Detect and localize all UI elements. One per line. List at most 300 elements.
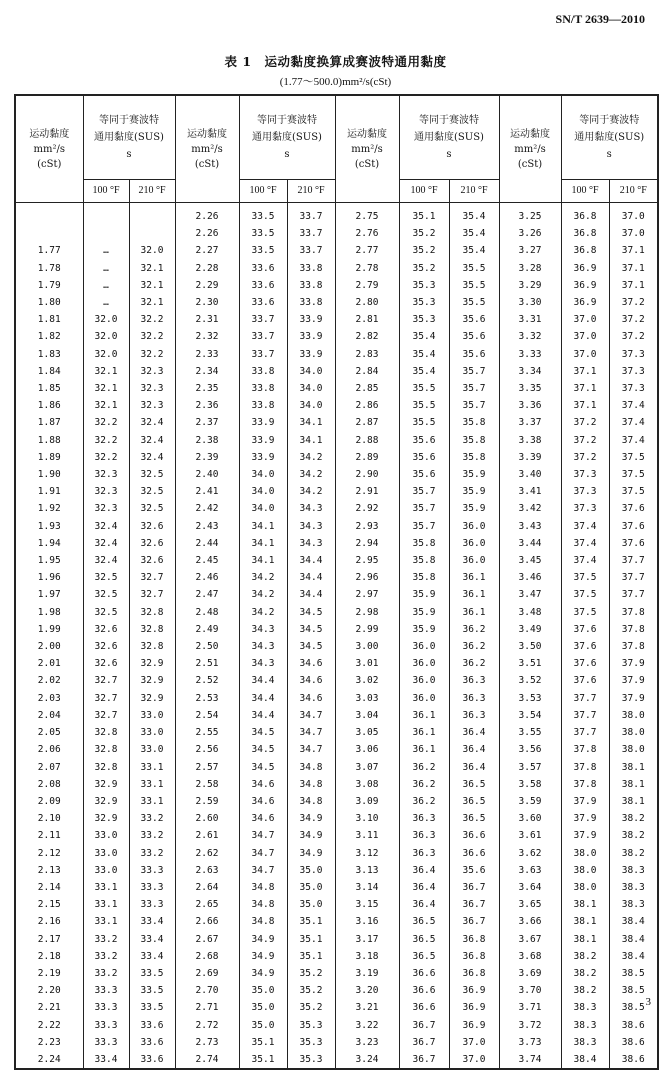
kinematic-viscosity-cell: 2.36 bbox=[175, 397, 239, 414]
header-temp-100: 100 °F bbox=[561, 180, 609, 203]
sus-210f-cell: 38.1 bbox=[609, 759, 658, 776]
sus-100f-cell: … bbox=[83, 277, 129, 294]
sus-210f-cell: 37.3 bbox=[609, 346, 658, 363]
sus-100f-cell: 33.3 bbox=[83, 1034, 129, 1051]
sus-100f-cell: 34.0 bbox=[239, 483, 287, 500]
sus-100f-cell: 33.3 bbox=[83, 999, 129, 1016]
sus-100f-cell: 34.3 bbox=[239, 638, 287, 655]
sus-100f-cell: 34.5 bbox=[239, 741, 287, 758]
sus-210f-cell: 33.1 bbox=[129, 759, 175, 776]
header-kinematic-line: (cSt) bbox=[194, 158, 220, 170]
kinematic-viscosity-cell: 3.44 bbox=[499, 535, 561, 552]
sus-210f-cell: 35.8 bbox=[449, 414, 499, 431]
kinematic-viscosity-cell: 1.97 bbox=[15, 586, 83, 603]
sus-210f-cell: 33.1 bbox=[129, 793, 175, 810]
table-row bbox=[15, 690, 658, 707]
sus-100f-cell: 32.5 bbox=[83, 586, 129, 603]
kinematic-viscosity-cell: 3.32 bbox=[499, 328, 561, 345]
kinematic-viscosity-cell: 2.24 bbox=[15, 1051, 83, 1069]
sus-100f-cell: 35.3 bbox=[399, 311, 449, 328]
sus-210f-cell: 33.9 bbox=[287, 311, 335, 328]
kinematic-viscosity-cell: 1.92 bbox=[15, 500, 83, 517]
kinematic-viscosity-cell: 2.30 bbox=[175, 294, 239, 311]
kinematic-viscosity-cell: 2.07 bbox=[15, 759, 83, 776]
table-row bbox=[15, 328, 658, 345]
kinematic-viscosity-cell: 1.99 bbox=[15, 621, 83, 638]
sus-100f-cell: 36.9 bbox=[561, 294, 609, 311]
table-row bbox=[15, 759, 658, 776]
sus-210f-cell: 32.2 bbox=[129, 311, 175, 328]
kinematic-viscosity-cell: 3.45 bbox=[499, 552, 561, 569]
table-row bbox=[15, 397, 658, 414]
kinematic-viscosity-cell: 2.92 bbox=[335, 500, 399, 517]
sus-100f-cell: 35.6 bbox=[399, 466, 449, 483]
sus-100f-cell bbox=[83, 203, 129, 226]
sus-210f-cell: 37.1 bbox=[609, 260, 658, 277]
kinematic-viscosity-cell: 2.97 bbox=[335, 586, 399, 603]
sus-210f-cell: 37.5 bbox=[609, 449, 658, 466]
header-kinematic-line: 运动黏度 bbox=[347, 128, 387, 140]
kinematic-viscosity-cell: 2.69 bbox=[175, 965, 239, 982]
standard-code: SN/T 2639—2010 bbox=[555, 12, 645, 26]
sus-100f-cell: 36.0 bbox=[399, 655, 449, 672]
kinematic-viscosity-cell: 3.19 bbox=[335, 965, 399, 982]
sus-210f-cell: 33.4 bbox=[129, 948, 175, 965]
sus-210f-cell: 35.7 bbox=[449, 363, 499, 380]
kinematic-viscosity-cell: 2.72 bbox=[175, 1017, 239, 1034]
sus-210f-cell: 34.1 bbox=[287, 432, 335, 449]
kinematic-viscosity-cell: 2.74 bbox=[175, 1051, 239, 1069]
sus-210f-cell: 33.3 bbox=[129, 862, 175, 879]
sus-210f-cell: 32.7 bbox=[129, 586, 175, 603]
sus-210f-cell: 37.0 bbox=[609, 203, 658, 226]
table-row bbox=[15, 277, 658, 294]
table-row bbox=[15, 845, 658, 862]
header-kinematic-viscosity bbox=[175, 95, 239, 203]
sus-100f-cell: 32.0 bbox=[83, 346, 129, 363]
sus-100f-cell: 38.1 bbox=[561, 913, 609, 930]
kinematic-viscosity-cell: 2.37 bbox=[175, 414, 239, 431]
sus-210f-cell: 37.2 bbox=[609, 328, 658, 345]
kinematic-viscosity-cell: 1.87 bbox=[15, 414, 83, 431]
sus-100f-cell: 36.0 bbox=[399, 638, 449, 655]
sus-100f-cell: 37.2 bbox=[561, 414, 609, 431]
sus-100f-cell: 37.4 bbox=[561, 518, 609, 535]
header-equivalent-sus bbox=[83, 95, 175, 180]
sus-100f-cell: 32.3 bbox=[83, 483, 129, 500]
table-row bbox=[15, 1034, 658, 1051]
sus-100f-cell: 34.4 bbox=[239, 707, 287, 724]
sus-210f-cell: 37.3 bbox=[609, 380, 658, 397]
kinematic-viscosity-cell: 2.80 bbox=[335, 294, 399, 311]
header-equivalent-sus bbox=[399, 95, 499, 180]
sus-210f-cell: 35.4 bbox=[449, 203, 499, 226]
sus-100f-cell: 36.5 bbox=[399, 948, 449, 965]
sus-100f-cell: 33.4 bbox=[83, 1051, 129, 1069]
kinematic-viscosity-cell: 2.50 bbox=[175, 638, 239, 655]
sus-100f-cell: 35.6 bbox=[399, 432, 449, 449]
kinematic-viscosity-cell: 2.31 bbox=[175, 311, 239, 328]
sus-210f-cell: 38.6 bbox=[609, 1034, 658, 1051]
sus-210f-cell: 38.2 bbox=[609, 845, 658, 862]
table-row bbox=[15, 260, 658, 277]
sus-210f-cell: 34.0 bbox=[287, 380, 335, 397]
kinematic-viscosity-cell: 2.02 bbox=[15, 672, 83, 689]
table-row bbox=[15, 948, 658, 965]
kinematic-viscosity-cell: 2.39 bbox=[175, 449, 239, 466]
kinematic-viscosity-cell: 2.70 bbox=[175, 982, 239, 999]
sus-100f-cell: 38.0 bbox=[561, 862, 609, 879]
kinematic-viscosity-cell: 3.10 bbox=[335, 810, 399, 827]
sus-210f-cell: 36.7 bbox=[449, 896, 499, 913]
kinematic-viscosity-cell: 2.44 bbox=[175, 535, 239, 552]
sus-100f-cell: 33.9 bbox=[239, 414, 287, 431]
table-row bbox=[15, 776, 658, 793]
kinematic-viscosity-cell: 2.64 bbox=[175, 879, 239, 896]
kinematic-viscosity-cell: 3.20 bbox=[335, 982, 399, 999]
sus-210f-cell: 32.1 bbox=[129, 277, 175, 294]
sus-100f-cell: 36.2 bbox=[399, 793, 449, 810]
header-temp-210: 210 °F bbox=[287, 180, 335, 203]
sus-210f-cell: 37.7 bbox=[609, 552, 658, 569]
table-row bbox=[15, 672, 658, 689]
sus-100f-cell: 36.1 bbox=[399, 724, 449, 741]
sus-100f-cell: 34.5 bbox=[239, 759, 287, 776]
sus-100f-cell: 36.5 bbox=[399, 931, 449, 948]
sus-100f-cell: 33.6 bbox=[239, 260, 287, 277]
header-equivalent-line: s bbox=[126, 149, 132, 160]
kinematic-viscosity-cell: 3.51 bbox=[499, 655, 561, 672]
kinematic-viscosity-cell: 2.45 bbox=[175, 552, 239, 569]
kinematic-viscosity-cell: 3.53 bbox=[499, 690, 561, 707]
table-row bbox=[15, 896, 658, 913]
sus-210f-cell: 33.3 bbox=[129, 896, 175, 913]
sus-210f-cell: 32.8 bbox=[129, 604, 175, 621]
kinematic-viscosity-cell: 3.05 bbox=[335, 724, 399, 741]
sus-210f-cell: 35.5 bbox=[449, 294, 499, 311]
sus-210f-cell: 36.9 bbox=[449, 999, 499, 1016]
sus-100f-cell bbox=[83, 225, 129, 242]
sus-210f-cell: 33.4 bbox=[129, 913, 175, 930]
header-temp-210: 210 °F bbox=[449, 180, 499, 203]
sus-100f-cell: 37.3 bbox=[561, 466, 609, 483]
sus-100f-cell: 33.8 bbox=[239, 363, 287, 380]
sus-210f-cell: 36.1 bbox=[449, 604, 499, 621]
sus-210f-cell: 36.0 bbox=[449, 552, 499, 569]
kinematic-viscosity-cell: 3.28 bbox=[499, 260, 561, 277]
header-equivalent-line: s bbox=[446, 149, 452, 160]
sus-100f-cell: 37.3 bbox=[561, 483, 609, 500]
sus-100f-cell: 35.1 bbox=[239, 1034, 287, 1051]
sus-210f-cell: 33.7 bbox=[287, 203, 335, 226]
sus-100f-cell: 36.6 bbox=[399, 999, 449, 1016]
sus-100f-cell: 37.2 bbox=[561, 432, 609, 449]
sus-100f-cell: 33.7 bbox=[239, 328, 287, 345]
sus-100f-cell: 32.1 bbox=[83, 363, 129, 380]
sus-100f-cell: 32.5 bbox=[83, 604, 129, 621]
kinematic-viscosity-cell: 1.94 bbox=[15, 535, 83, 552]
sus-100f-cell: 35.3 bbox=[399, 277, 449, 294]
table-row bbox=[15, 294, 658, 311]
kinematic-viscosity-cell: 2.95 bbox=[335, 552, 399, 569]
sus-210f-cell: 37.9 bbox=[609, 672, 658, 689]
table-title: 表 1 运动黏度换算成赛波特通用黏度 bbox=[224, 54, 447, 69]
header-kinematic-line: 运动黏度 bbox=[187, 128, 227, 140]
table-row bbox=[15, 586, 658, 603]
sus-100f-cell: 34.5 bbox=[239, 724, 287, 741]
sus-210f-cell: 32.1 bbox=[129, 294, 175, 311]
sus-210f-cell: 33.2 bbox=[129, 827, 175, 844]
table-row bbox=[15, 346, 658, 363]
sus-100f-cell: … bbox=[83, 260, 129, 277]
sus-210f-cell: 35.3 bbox=[287, 1034, 335, 1051]
sus-100f-cell: 32.0 bbox=[83, 311, 129, 328]
sus-210f-cell: 36.3 bbox=[449, 672, 499, 689]
header-equivalent-sus bbox=[239, 95, 335, 180]
sus-210f-cell: 36.7 bbox=[449, 913, 499, 930]
sus-100f-cell: 35.2 bbox=[399, 242, 449, 259]
sus-210f-cell: 34.8 bbox=[287, 793, 335, 810]
sus-210f-cell: 33.8 bbox=[287, 294, 335, 311]
sus-100f-cell: 33.1 bbox=[83, 913, 129, 930]
kinematic-viscosity-cell: 1.96 bbox=[15, 569, 83, 586]
sus-100f-cell: 38.2 bbox=[561, 948, 609, 965]
sus-100f-cell: 34.4 bbox=[239, 672, 287, 689]
table-row bbox=[15, 449, 658, 466]
table-body bbox=[15, 203, 658, 1070]
kinematic-viscosity-cell: 2.56 bbox=[175, 741, 239, 758]
sus-100f-cell: 34.6 bbox=[239, 776, 287, 793]
sus-100f-cell: 35.7 bbox=[399, 500, 449, 517]
sus-210f-cell: 32.2 bbox=[129, 346, 175, 363]
sus-100f-cell: 32.8 bbox=[83, 759, 129, 776]
table-row bbox=[15, 518, 658, 535]
sus-210f-cell: 32.0 bbox=[129, 242, 175, 259]
kinematic-viscosity-cell: 2.28 bbox=[175, 260, 239, 277]
sus-210f-cell: 36.3 bbox=[449, 690, 499, 707]
sus-210f-cell: 34.4 bbox=[287, 569, 335, 586]
sus-210f-cell: 32.3 bbox=[129, 380, 175, 397]
sus-210f-cell: 38.5 bbox=[609, 999, 658, 1016]
kinematic-viscosity-cell: 3.12 bbox=[335, 845, 399, 862]
sus-210f-cell: 34.5 bbox=[287, 621, 335, 638]
sus-100f-cell: 33.5 bbox=[239, 203, 287, 226]
sus-100f-cell: 33.1 bbox=[83, 896, 129, 913]
kinematic-viscosity-cell: 1.78 bbox=[15, 260, 83, 277]
viscosity-conversion-table bbox=[14, 94, 659, 1070]
kinematic-viscosity-cell: 2.85 bbox=[335, 380, 399, 397]
sus-100f-cell: 32.9 bbox=[83, 810, 129, 827]
sus-100f-cell: 36.6 bbox=[399, 982, 449, 999]
kinematic-viscosity-cell: 3.64 bbox=[499, 879, 561, 896]
sus-210f-cell: 37.1 bbox=[609, 242, 658, 259]
kinematic-viscosity-cell: 3.26 bbox=[499, 225, 561, 242]
table-row bbox=[15, 242, 658, 259]
sus-100f-cell: 35.8 bbox=[399, 569, 449, 586]
sus-100f-cell: 35.4 bbox=[399, 328, 449, 345]
kinematic-viscosity-cell: 2.13 bbox=[15, 862, 83, 879]
kinematic-viscosity-cell: 2.52 bbox=[175, 672, 239, 689]
table-row bbox=[15, 999, 658, 1016]
kinematic-viscosity-cell: 2.49 bbox=[175, 621, 239, 638]
kinematic-viscosity-cell: 2.48 bbox=[175, 604, 239, 621]
header-kinematic-line: 运动黏度 bbox=[29, 128, 70, 140]
kinematic-viscosity-cell: 3.70 bbox=[499, 982, 561, 999]
sus-100f-cell: 36.4 bbox=[399, 879, 449, 896]
sus-100f-cell: 36.0 bbox=[399, 690, 449, 707]
table-row bbox=[15, 621, 658, 638]
kinematic-viscosity-cell: 2.94 bbox=[335, 535, 399, 552]
sus-100f-cell: 36.4 bbox=[399, 896, 449, 913]
sus-210f-cell: 37.0 bbox=[449, 1051, 499, 1069]
sus-210f-cell: 38.5 bbox=[609, 965, 658, 982]
sus-210f-cell: 38.4 bbox=[609, 931, 658, 948]
kinematic-viscosity-cell: 2.96 bbox=[335, 569, 399, 586]
table-row bbox=[15, 380, 658, 397]
sus-210f-cell: 32.4 bbox=[129, 449, 175, 466]
sus-210f-cell: 35.8 bbox=[449, 449, 499, 466]
header-temp-100: 100 °F bbox=[83, 180, 129, 203]
sus-210f-cell: 33.5 bbox=[129, 965, 175, 982]
kinematic-viscosity-cell: 2.60 bbox=[175, 810, 239, 827]
sus-210f-cell: 37.7 bbox=[609, 569, 658, 586]
header-kinematic-viscosity bbox=[335, 95, 399, 203]
kinematic-viscosity-cell: 1.85 bbox=[15, 380, 83, 397]
kinematic-viscosity-cell: 1.86 bbox=[15, 397, 83, 414]
kinematic-viscosity-cell: 2.82 bbox=[335, 328, 399, 345]
kinematic-viscosity-cell: 3.60 bbox=[499, 810, 561, 827]
kinematic-viscosity-cell: 2.98 bbox=[335, 604, 399, 621]
sus-210f-cell: 37.1 bbox=[609, 277, 658, 294]
sus-100f-cell: 32.1 bbox=[83, 397, 129, 414]
kinematic-viscosity-cell: 3.41 bbox=[499, 483, 561, 500]
sus-210f-cell: 33.0 bbox=[129, 707, 175, 724]
kinematic-viscosity-cell: 2.08 bbox=[15, 776, 83, 793]
sus-210f-cell: 35.0 bbox=[287, 896, 335, 913]
sus-210f-cell: 34.7 bbox=[287, 707, 335, 724]
kinematic-viscosity-cell: 3.65 bbox=[499, 896, 561, 913]
kinematic-viscosity-cell: 2.05 bbox=[15, 724, 83, 741]
kinematic-viscosity-cell: 2.81 bbox=[335, 311, 399, 328]
sus-100f-cell: 34.2 bbox=[239, 586, 287, 603]
sus-100f-cell: 32.2 bbox=[83, 414, 129, 431]
kinematic-viscosity-cell: 2.84 bbox=[335, 363, 399, 380]
sus-100f-cell: 38.3 bbox=[561, 1017, 609, 1034]
kinematic-viscosity-cell: 2.79 bbox=[335, 277, 399, 294]
sus-100f-cell: 34.1 bbox=[239, 552, 287, 569]
kinematic-viscosity-cell: 2.68 bbox=[175, 948, 239, 965]
kinematic-viscosity-cell: 3.48 bbox=[499, 604, 561, 621]
kinematic-viscosity-cell: 3.09 bbox=[335, 793, 399, 810]
sus-100f-cell: 34.9 bbox=[239, 931, 287, 948]
sus-210f-cell: 38.6 bbox=[609, 1051, 658, 1069]
sus-100f-cell: 34.2 bbox=[239, 569, 287, 586]
sus-100f-cell: 36.9 bbox=[561, 260, 609, 277]
sus-210f-cell: 35.9 bbox=[449, 500, 499, 517]
sus-100f-cell: 33.7 bbox=[239, 311, 287, 328]
header-kinematic-line: (cSt) bbox=[37, 158, 62, 170]
kinematic-viscosity-cell: 2.71 bbox=[175, 999, 239, 1016]
sus-210f-cell: 36.6 bbox=[449, 845, 499, 862]
sus-100f-cell: 35.4 bbox=[399, 346, 449, 363]
sus-100f-cell: 38.4 bbox=[561, 1051, 609, 1069]
sus-100f-cell: 36.4 bbox=[399, 862, 449, 879]
sus-100f-cell: 32.2 bbox=[83, 449, 129, 466]
sus-100f-cell: 35.3 bbox=[399, 294, 449, 311]
sus-100f-cell: … bbox=[83, 242, 129, 259]
sus-210f-cell: 34.3 bbox=[287, 518, 335, 535]
sus-210f-cell: 36.0 bbox=[449, 535, 499, 552]
sus-100f-cell: 36.2 bbox=[399, 759, 449, 776]
sus-100f-cell: 36.3 bbox=[399, 845, 449, 862]
sus-210f-cell: 37.6 bbox=[609, 518, 658, 535]
sus-210f-cell: 35.4 bbox=[449, 225, 499, 242]
header-kinematic-line: mm²/s bbox=[191, 143, 223, 155]
kinematic-viscosity-cell: 3.39 bbox=[499, 449, 561, 466]
sus-100f-cell: 37.6 bbox=[561, 621, 609, 638]
kinematic-viscosity-cell: 3.01 bbox=[335, 655, 399, 672]
sus-210f-cell: 34.0 bbox=[287, 397, 335, 414]
kinematic-viscosity-cell: 2.88 bbox=[335, 432, 399, 449]
header-kinematic-line: 运动黏度 bbox=[510, 128, 550, 140]
sus-210f-cell: 37.4 bbox=[609, 432, 658, 449]
sus-100f-cell: 34.9 bbox=[239, 965, 287, 982]
sus-210f-cell: 38.4 bbox=[609, 948, 658, 965]
sus-100f-cell: 35.2 bbox=[399, 225, 449, 242]
sus-210f-cell: 36.6 bbox=[449, 827, 499, 844]
sus-100f-cell: 35.0 bbox=[239, 1017, 287, 1034]
sus-210f-cell: 32.6 bbox=[129, 552, 175, 569]
kinematic-viscosity-cell: 2.42 bbox=[175, 500, 239, 517]
kinematic-viscosity-cell: 3.02 bbox=[335, 672, 399, 689]
kinematic-viscosity-cell: 3.15 bbox=[335, 896, 399, 913]
table-row bbox=[15, 414, 658, 431]
sus-210f-cell: 35.7 bbox=[449, 380, 499, 397]
kinematic-viscosity-cell: 2.20 bbox=[15, 982, 83, 999]
kinematic-viscosity-cell: 2.32 bbox=[175, 328, 239, 345]
kinematic-viscosity-cell: 2.33 bbox=[175, 346, 239, 363]
sus-100f-cell: 33.2 bbox=[83, 965, 129, 982]
sus-210f-cell bbox=[129, 225, 175, 242]
kinematic-viscosity-cell: 2.22 bbox=[15, 1017, 83, 1034]
sus-100f-cell: 34.0 bbox=[239, 466, 287, 483]
sus-210f-cell: 36.4 bbox=[449, 741, 499, 758]
sus-210f-cell: 34.6 bbox=[287, 655, 335, 672]
kinematic-viscosity-cell: 2.09 bbox=[15, 793, 83, 810]
kinematic-viscosity-cell: 1.82 bbox=[15, 328, 83, 345]
sus-210f-cell: 37.8 bbox=[609, 638, 658, 655]
sus-210f-cell: 35.8 bbox=[449, 432, 499, 449]
sus-210f-cell: 36.1 bbox=[449, 569, 499, 586]
sus-100f-cell: 36.0 bbox=[399, 672, 449, 689]
kinematic-viscosity-cell: 3.58 bbox=[499, 776, 561, 793]
sus-210f-cell: 33.4 bbox=[129, 931, 175, 948]
kinematic-viscosity-cell: 2.91 bbox=[335, 483, 399, 500]
table-row bbox=[15, 225, 658, 242]
sus-210f-cell: 32.4 bbox=[129, 432, 175, 449]
table-row bbox=[15, 810, 658, 827]
kinematic-viscosity-cell: 2.75 bbox=[335, 203, 399, 226]
sus-100f-cell: 33.9 bbox=[239, 449, 287, 466]
kinematic-viscosity-cell: 2.83 bbox=[335, 346, 399, 363]
sus-100f-cell: 35.1 bbox=[239, 1051, 287, 1069]
kinematic-viscosity-cell: 2.27 bbox=[175, 242, 239, 259]
sus-100f-cell: 37.9 bbox=[561, 827, 609, 844]
kinematic-viscosity-cell: 3.11 bbox=[335, 827, 399, 844]
sus-100f-cell: 32.8 bbox=[83, 724, 129, 741]
sus-210f-cell: 37.3 bbox=[609, 363, 658, 380]
sus-100f-cell: 34.3 bbox=[239, 621, 287, 638]
